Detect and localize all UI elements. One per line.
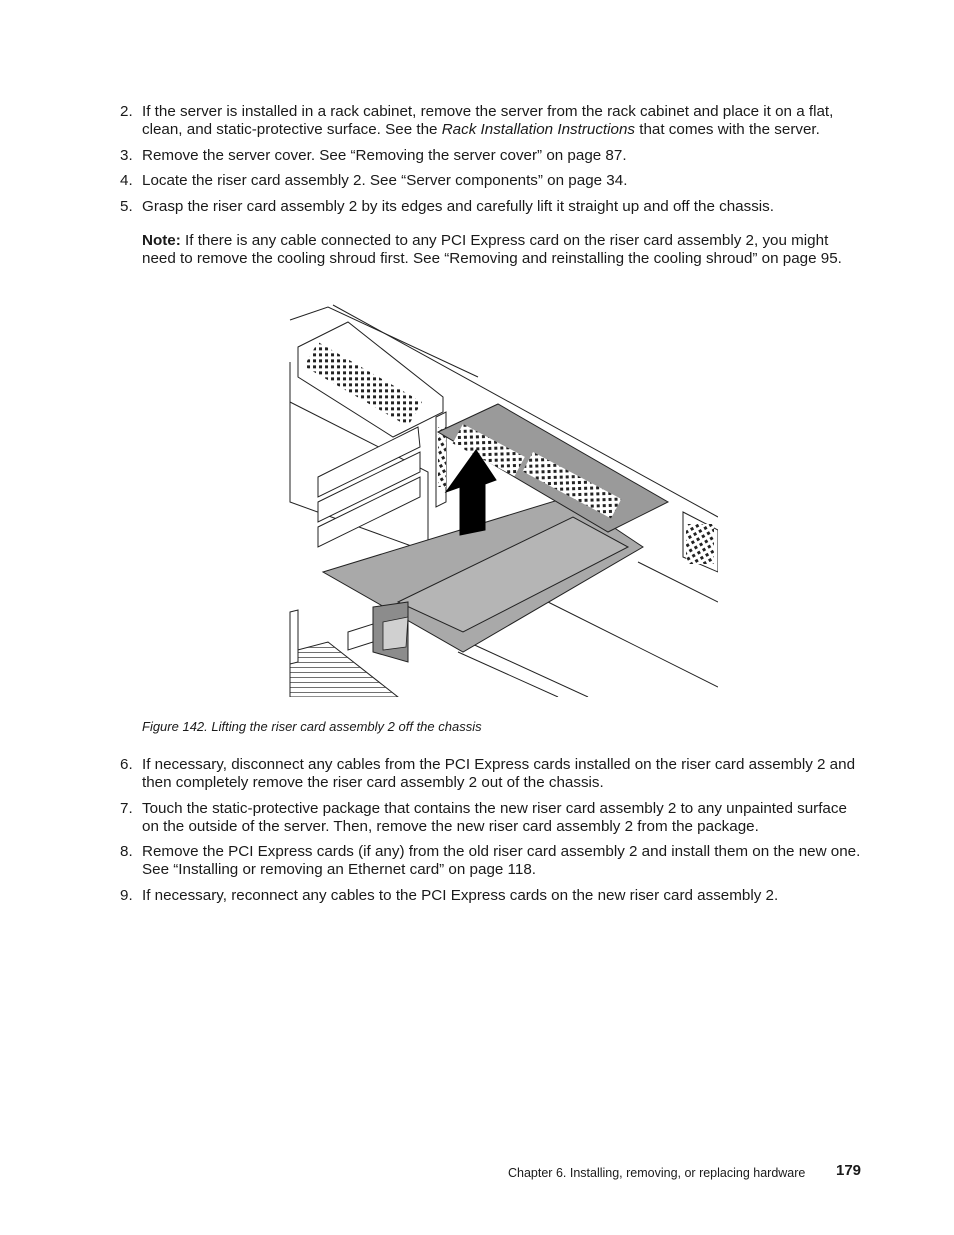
step-number: 5. [120, 198, 133, 215]
step-text: Grasp the riser card assembly 2 by its edges and carefully lift it straight up and off the chassis. [142, 198, 774, 215]
note [142, 232, 864, 268]
step-text: Remove the server cover. See “Removing the server cover” on page 87. [142, 147, 627, 164]
riser-card-illustration [288, 302, 718, 697]
step-number: 7. [120, 800, 133, 817]
step-text-part: that comes with the server. [635, 121, 820, 138]
step-number: 2. [120, 103, 133, 120]
figure-caption: Figure 142. Lifting the riser card assembly 2 off the chassis [142, 719, 482, 734]
step-number: 3. [120, 147, 133, 164]
figure-riser-card-lift [288, 302, 718, 697]
step-text: If necessary, disconnect any cables from the PCI Express cards installed on the riser card assembly 2 and then completely remove the riser card assembly 2 out of the chassis. [142, 756, 856, 791]
step-number: 6. [120, 756, 133, 773]
step-text: Remove the PCI Express cards (if any) from the old riser card assembly 2 and install them on the new one. See “Installing or removing an Ethernet card” on page 118. [142, 843, 861, 878]
step-text: Locate the riser card assembly 2. See “Server components” on page 34. [142, 172, 628, 189]
step-number: 8. [120, 843, 133, 860]
footer-chapter: Chapter 6. Installing, removing, or replacing hardware [508, 1166, 806, 1180]
step-text: Touch the static-protective package that contains the new riser card assembly 2 to any unpainted surface on the outside of the server. Then, remove the new riser card assembly 2 from the package. [142, 800, 847, 835]
step-number: 9. [120, 887, 133, 904]
step-text-part: If the server is installed in a rack cabinet, remove the server from the rack cabinet and place it on a flat, clean, and static-protective surface. See the [142, 103, 834, 138]
note-text: If there is any cable connected to any PCI Express card on the riser card assembly 2, you might need to remove the cooling shroud first. See “Removing and reinstalling the cooling shroud” on page 95. [142, 232, 842, 267]
step-text [142, 103, 864, 139]
note-label: Note: [142, 232, 181, 249]
step-text: If necessary, reconnect any cables to the PCI Express cards on the new riser card assembly 2. [142, 887, 779, 904]
doc-reference: Rack Installation Instructions [441, 121, 636, 138]
step-number: 4. [120, 172, 133, 189]
page-number: 179 [836, 1162, 862, 1179]
